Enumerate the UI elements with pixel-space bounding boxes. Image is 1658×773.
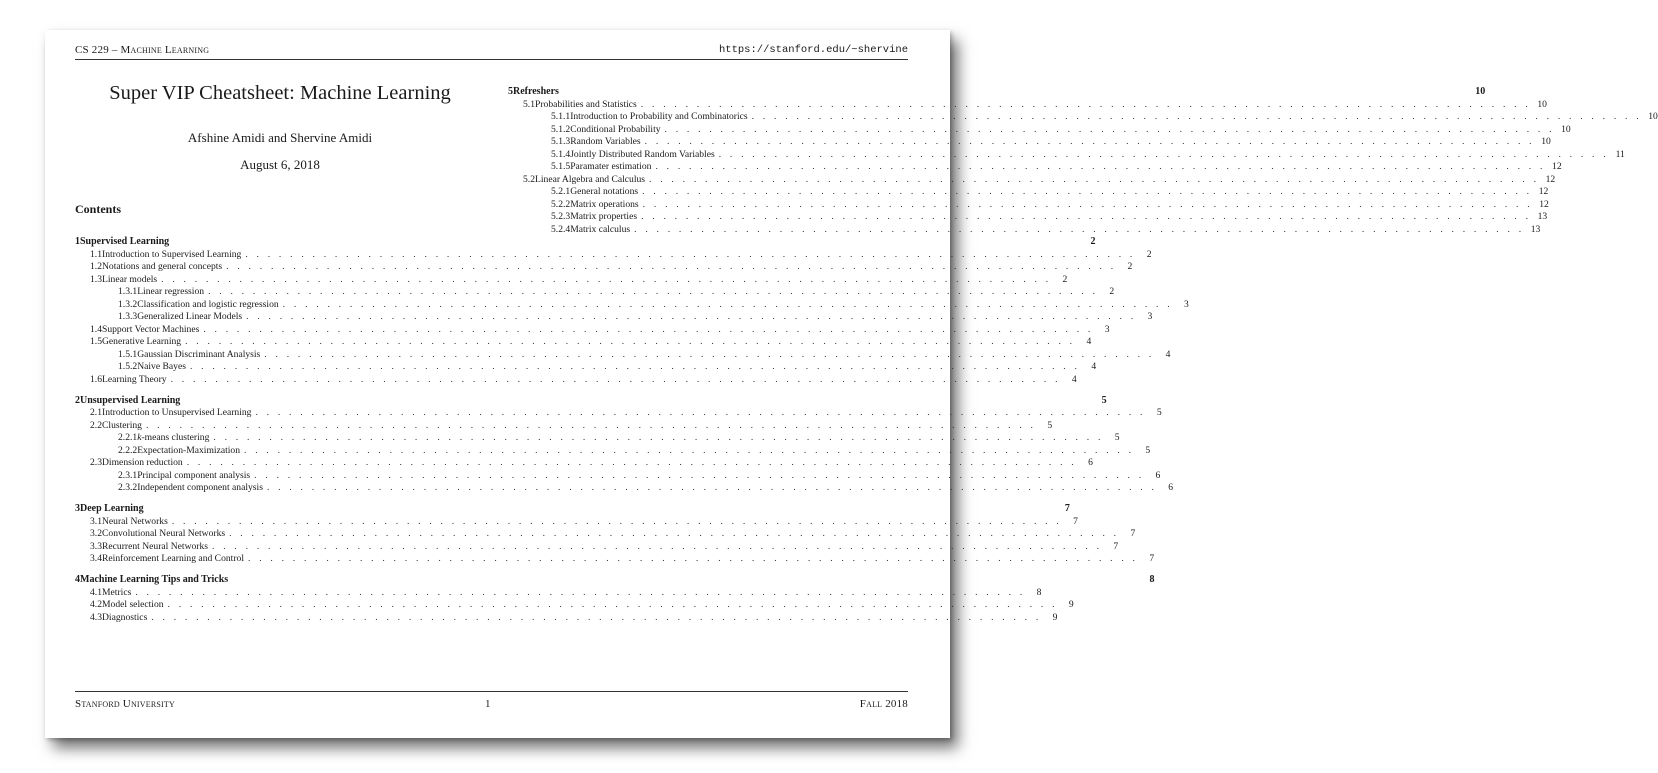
toc-leader-dots: . . . . . . . . . . . . . . . . . . . . . . . . . . . . . . . . . . . . . . . . . . . . . . . . . . . . . . . . . . . . . . . . . . . . . . . . . . . . . . . . [655,161,1546,172]
toc-page: 3 [1147,311,1153,322]
toc-leader-dots: . . . . . . . . . . . . . . . . . . . . . . . . . . . . . . . . . . . . . . . . . . . . . . . . . . . . . . . . . . . . . . . . . . . . . . . . . . . . . . . . [642,198,1533,210]
toc-entry[interactable] [508,98,1547,112]
toc-number: 4.3 [90,611,102,623]
toc-leader-dots: . . . . . . . . . . . . . . . . . . . . . . . . . . . . . . . . . . . . . . . . . . . . . . . . . . . . . . . . . . . . . . . . . . . . . . . . . . . . . . . . [170,373,1061,385]
toc-leader-dots: . . . . . . . . . . . . . . . . . . . . . . . . . . . . . . . . . . . . . . . . . . . . . . . . . . . . . . . . . . . . . . . . . . . . . . . . . . . . . . . . [751,111,1642,122]
toc-number: 1.3.1 [118,286,138,297]
toc-number: 1.6 [90,373,102,385]
toc-leader-dots: . . . . . . . . . . . . . . . . . . . . . . . . . . . . . . . . . . . . . . . . . . . . . . . . . . . . . . . . . . . . . . . . . . . . . . . . . . . . . . . . [644,136,1535,147]
toc-number: 1.5.1 [118,348,138,360]
toc-label: Naive Bayes [137,361,186,372]
toc-label: Matrix properties [570,211,638,222]
toc-number: 5.1.3 [551,136,571,147]
toc-number: 1.4 [90,323,102,335]
toc-number: 5 [508,86,513,97]
toc-number: 5.2.4 [551,223,571,235]
toc-label: Recurrent Neural Networks [102,540,209,552]
toc-number: 1.2 [90,261,102,272]
toc-number: 5.2.2 [551,198,571,210]
toc-number: 1.3.3 [118,311,138,322]
toc-page: 4 [1086,336,1092,347]
toc-number: 5.2.3 [551,211,571,222]
toc-leader-dots: . . . . . . . . . . . . . . . . . . . . . . . . . . . . . . . . . . . . . . . . . . . . . . . . . . . . . . . . . . . . . . . . . . . . . . . . . . . . . . . . [213,432,1104,443]
toc-page: 5 [1145,444,1151,456]
toc-section[interactable] [75,236,1096,249]
toc-entry[interactable] [75,336,1092,349]
header-rule [75,59,908,60]
toc-leader-dots: . . . . . . . . . . . . . . . . . . . . . . . . . . . . . . . . . . . . . . . . . . . . . . . . . . . . . . . . . . . . . . . . . . . . . . . . . . . . . . . . [664,123,1555,135]
toc-label: Clustering [102,419,142,431]
toc-number: 1 [75,236,80,247]
toc-leader-dots: . . . . . . . . . . . . . . . . . . . . . . . . . . . . . . . . . . . . . . . . . . . . . . . . . . . . . . . . . . . . . . . . . . . . . . . . . . . . . . . . [226,261,1117,272]
toc-leader-dots: . . . . . . . . . . . . . . . . . . . . . . . . . . . . . . . . . . . . . . . . . . . . . . . . . . . . . . . . . . . . . . . . . . . . . . . . . . . . . . . . [186,457,1077,468]
toc-entry[interactable] [75,515,1078,529]
toc-page: 3 [1184,298,1189,310]
toc-leader-dots: . . . . . . . . . . . . . . . . . . . . . . . . . . . . . . . . . . . . . . . . . . . . . . . . . . . . . . . . . . . . . . . . . . . . . . . . . . . . . . . . [145,419,1037,431]
toc-label: Random Variables [570,136,641,147]
toc-leader-dots: . . . . . . . . . . . . . . . . . . . . . . . . . . . . . . . . . . . . . . . . . . . . . . . . . . . . . . . . . . . . . . . . . . . . . . . . . . . . . . . . [255,407,1146,418]
toc-entry[interactable] [508,198,1549,212]
toc-leader-dots: . . . . . . . . . . . . . . . . . . . . . . . . . . . . . . . . . . . . . . . . . . . . . . . . . . . . . . . . . . . . . . . . . . . . . . . . . . . . . . . . [642,186,1533,197]
toc-label: Notations and general concepts [102,261,223,272]
toc-leader-dots: . . . . . . . . . . . . . . . . . . . . . . . . . . . . . . . . . . . . . . . . . . . . . . . . . . . . . . . . . . . . . . . . . . . . . . . . . . . . . . . . [135,586,1026,598]
toc-leader-dots: . . . . . . . . . . . . . . . . . . . . . . . . . . . . . . . . . . . . . . . . . . . . . . . . . . . . . . . . . . . . . . . . . . . . . . . . . . . . . . . . [244,444,1135,456]
toc-page: 5 [1156,407,1162,418]
toc-leader-dots: . . . . . . . . . . . . . . . . . . . . . . . . . . . . . . . . . . . . . . . . . . . . . . . . . . . . . . . . . . . . . . . . . . . . . . . . . . . . . . . . [640,98,1531,110]
toc-entry[interactable] [75,469,1161,483]
toc-label: Diagnostics [102,611,148,623]
toc-number: 1.1 [90,248,102,260]
toc-label: General notations [570,186,639,197]
toc-number: 4.1 [90,586,102,598]
toc-page: 9 [1052,611,1058,623]
toc-number: 1.5 [90,336,102,347]
toc-leader-dots: . . . . . . . . . . . . . . . . . . . . . . . . . . . . . . . . . . . . . . . . . . . . . . . . . . . . . . . . . . . . . . . . . . . . . . . . . . . . . . . . [264,348,1155,360]
toc-number: 3 [75,503,80,514]
toc-entry[interactable] [75,444,1151,458]
toc-label: Expectation-Maximization [137,444,241,456]
toc-number: 3.3 [90,540,102,552]
toc-label: Introduction to Probability and Combinatorics [570,111,748,122]
toc-number: 4 [75,574,80,585]
toc-label: Generative Learning [102,336,182,347]
toc-label: Classification and logistic regression [137,298,279,310]
toc-page: 13 [1530,223,1541,235]
toc-leader-dots: . . . . . . . . . . . . . . . . . . . . . . . . . . . . . . . . . . . . . . . . . . . . . . . . . . . . . . . . . . . . . . . . . . . . . . . . . . . . . . . . [171,515,1062,527]
toc-page: 10 [1541,136,1551,147]
toc-page: 10 [1648,111,1658,122]
toc-label: Support Vector Machines [102,323,200,335]
toc-page: 5 [1114,432,1120,443]
toc-number: 5.1 [523,98,535,110]
toc-page: 11 [1615,148,1625,160]
toc-entry[interactable] [75,323,1110,337]
toc-leader-dots: . . . . . . . . . . . . . . . . . . . . . . . . . . . . . . . . . . . . . . . . . . . . . . . . . . . . . . . . . . . . . . . . . . . . . . . . . . . . . . . . [248,553,1139,564]
toc-page: 10 [1561,123,1571,135]
toc-label: Paramater estimation [570,161,652,172]
toc-entry[interactable] [508,123,1571,137]
toc-number: 5.2 [523,173,535,185]
toc-page: 7 [1130,528,1136,539]
toc-leader-dots: . . . . . . . . . . . . . . . . . . . . . . . . . . . . . . . . . . . . . . . . . . . . . . . . . . . . . . . . . . . . . . . . . . . . . . . . . . . . . . . . [229,528,1120,539]
toc-entry[interactable] [508,173,1556,187]
toc-entry[interactable] [508,148,1625,162]
toc-right-column [508,86,1658,236]
toc-page: 2 [1090,236,1096,247]
toc-label: Metrics [102,586,132,598]
toc-label: Refreshers [513,86,559,97]
toc-number: 2.1 [90,407,102,418]
toc-page: 2 [1127,261,1133,272]
toc-label: Dimension reduction [102,457,183,468]
footer-university: Stanford University [75,698,175,710]
toc-number: 5.1.5 [551,161,571,172]
toc-leader-dots: . . . . . . . . . . . . . . . . . . . . . . . . . . . . . . . . . . . . . . . . . . . . . . . . . . . . . . . . . . . . . . . . . . . . . . . . . . . . . . . . [208,286,1099,297]
toc-entry[interactable] [75,361,1097,374]
toc-leader-dots: . . . . . . . . . . . . . . . . . . . . . . . . . . . . . . . . . . . . . . . . . . . . . . . . . . . . . . . . . . . . . . . . . . . . . . . . . . . . . . . . [151,611,1042,623]
toc-label: Linear models [102,273,158,285]
toc-page: 10 [1537,98,1547,110]
toc-label: Jointly Distributed Random Variables [570,148,715,160]
toc-page: 12 [1539,198,1549,210]
toc-label: Principal component analysis [137,469,251,481]
page-title: Super VIP Cheatsheet: Machine Learning [109,82,451,104]
toc-leader-dots: . . . . . . . . . . . . . . . . . . . . . . . . . . . . . . . . . . . . . . . . . . . . . . . . . . . . . . . . . . . . . . . . . . . . . . . . . . . . . . . . [254,469,1145,481]
toc-entry[interactable] [508,111,1658,124]
toc-leader-dots: . . . . . . . . . . . . . . . . . . . . . . . . . . . . . . . . . . . . . . . . . . . . . . . . . . . . . . . . . . . . . . . . . . . . . . . . . . . . . . . . [718,148,1609,160]
toc-entry[interactable] [508,136,1551,149]
header-url[interactable]: https://stanford.edu/~shervine [718,44,908,56]
toc-leader-dots: . . . . . . . . . . . . . . . . . . . . . . . . . . . . . . . . . . . . . . . . . . . . . . . . . . . . . . . . . . . . . . . . . . . . . . . . . . . . . . . . [245,248,1136,260]
toc-number: 5.1.1 [551,111,571,122]
document-page [45,30,1658,738]
toc-number: 1.5.2 [118,361,138,372]
toc-number: 2 [75,394,80,406]
contents-heading: Contents [75,202,122,216]
toc-label: Deep Learning [80,503,144,514]
toc-section[interactable] [75,574,1155,587]
toc-leader-dots: . . . . . . . . . . . . . . . . . . . . . . . . . . . . . . . . . . . . . . . . . . . . . . . . . . . . . . . . . . . . . . . . . . . . . . . . . . . . . . . . [649,173,1540,185]
toc-page: 10 [1475,86,1486,97]
toc-entry[interactable] [75,248,1152,262]
toc-left-column [75,236,1189,624]
toc-entry[interactable] [508,223,1541,237]
toc-number: 1.3 [90,273,102,285]
toc-number: 4.2 [90,599,102,610]
toc-entry[interactable] [75,298,1189,312]
toc-leader-dots: . . . . . . . . . . . . . . . . . . . . . . . . . . . . . . . . . . . . . . . . . . . . . . . . . . . . . . . . . . . . . . . . . . . . . . . . . . . . . . . . [161,273,1052,285]
toc-page: 7 [1064,503,1070,514]
header-course: CS 229 – Machine Learning [75,44,210,56]
toc-page: 12 [1552,161,1562,172]
toc-page: 13 [1537,211,1548,222]
toc-leader-dots: . . . . . . . . . . . . . . . . . . . . . . . . . . . . . . . . . . . . . . . . . . . . . . . . . . . . . . . . . . . . . . . . . . . . . . . . . . . . . . . . [203,323,1094,335]
toc-page: 6 [1088,457,1093,468]
toc-number: 3.2 [90,528,102,539]
toc-leader-dots: . . . . . . . . . . . . . . . . . . . . . . . . . . . . . . . . . . . . . . . . . . . . . . . . . . . . . . . . . . . . . . . . . . . . . . . . . . . . . . . . [246,311,1137,322]
footer-rule [75,691,908,692]
toc-page: 6 [1168,482,1174,493]
toc-page: 7 [1113,540,1119,552]
toc-entry[interactable] [75,286,1115,299]
toc-entry[interactable] [75,348,1171,362]
toc-leader-dots: . . . . . . . . . . . . . . . . . . . . . . . . . . . . . . . . . . . . . . . . . . . . . . . . . . . . . . . . . . . . . . . . . . . . . . . . . . . . . . . . [212,540,1103,552]
toc-page: 12 [1545,173,1556,185]
toc-label: Neural Networks [102,515,168,527]
toc-leader-dots: . . . . . . . . . . . . . . . . . . . . . . . . . . . . . . . . . . . . . . . . . . . . . . . . . . . . . . . . . . . . . . . . . . . . . . . . . . . . . . . . [282,298,1173,310]
toc-leader-dots: . . . . . . . . . . . . . . . . . . . . . . . . . . . . . . . . . . . . . . . . . . . . . . . . . . . . . . . . . . . . . . . . . . . . . . . . . . . . . . . . [634,223,1525,235]
toc-page: 5 [1047,419,1053,431]
toc-label: Matrix operations [570,198,639,210]
toc-number: 2.2.2 [118,444,138,456]
toc-entry[interactable] [75,419,1053,433]
toc-section[interactable] [75,394,1107,408]
toc-label: Supervised Learning [80,236,170,247]
toc-number: 5.1.4 [551,148,571,160]
toc-entry[interactable] [75,528,1136,541]
toc-label: Introduction to Supervised Learning [102,248,242,260]
toc-page: 2 [1146,248,1152,260]
toc-entry[interactable] [75,273,1068,287]
toc-label: Conditional Probability [570,123,661,135]
toc-page: 3 [1104,323,1110,335]
toc-page: 7 [1073,515,1078,527]
date: August 6, 2018 [240,157,320,172]
toc-page: 8 [1036,586,1042,598]
toc-section[interactable] [508,86,1486,99]
toc-label: Model selection [102,599,164,610]
toc-entry[interactable] [75,407,1162,420]
toc-number: 1.3.2 [118,298,138,310]
toc-entry[interactable] [75,599,1074,612]
toc-label: k-means clustering [137,432,210,443]
toc-leader-dots: . . . . . . . . . . . . . . . . . . . . . . . . . . . . . . . . . . . . . . . . . . . . . . . . . . . . . . . . . . . . . . . . . . . . . . . . . . . . . . . . [167,599,1058,610]
toc-page: 6 [1155,469,1161,481]
authors-text: Afshine Amidi and Shervine Amidi [187,130,373,145]
toc-leader-dots: . . . . . . . . . . . . . . . . . . . . . . . . . . . . . . . . . . . . . . . . . . . . . . . . . . . . . . . . . . . . . . . . . . . . . . . . . . . . . . . . [189,361,1081,372]
toc-entry[interactable] [75,311,1153,324]
toc-label: Linear regression [137,286,205,297]
toc-number: 2.3.1 [118,469,138,481]
toc-number: 5.2.1 [551,186,571,197]
toc-page: 9 [1068,599,1074,610]
toc-label: Generalized Linear Models [137,311,243,322]
toc-label: Machine Learning Tips and Tricks [80,574,229,585]
toc-page: 4 [1071,373,1077,385]
toc-label: Learning Theory [102,373,167,385]
toc-page: 8 [1149,574,1155,585]
toc-number: 5.1.2 [551,123,571,135]
toc-page: 2 [1062,273,1068,285]
toc-number: 2.2.1 [118,432,138,443]
toc-entry[interactable] [75,432,1120,445]
toc-page: 4 [1091,361,1097,372]
toc-label: Introduction to Unsupervised Learning [102,407,252,418]
toc-entry[interactable] [75,586,1042,600]
toc-number: 3.1 [90,515,102,527]
toc-label: Unsupervised Learning [80,394,181,406]
toc-label: Gaussian Discriminant Analysis [137,348,261,360]
toc-page: 4 [1165,348,1171,360]
toc-number: 2.3 [90,457,102,468]
toc-label: Independent component analysis [137,482,263,493]
toc-page: 12 [1538,186,1549,197]
toc-label: Convolutional Neural Networks [102,528,226,539]
toc-leader-dots: . . . . . . . . . . . . . . . . . . . . . . . . . . . . . . . . . . . . . . . . . . . . . . . . . . . . . . . . . . . . . . . . . . . . . . . . . . . . . . . . [641,211,1532,222]
toc-entry[interactable] [75,482,1174,495]
toc-entry[interactable] [508,211,1548,224]
toc-number: 2.3.2 [118,482,138,493]
toc-entry[interactable] [75,553,1155,566]
toc-number: 3.4 [90,553,102,564]
toc-label: Probabilities and Statistics [535,98,637,110]
toc-page: 7 [1149,553,1155,564]
toc-entry[interactable] [75,457,1093,470]
toc-leader-dots: . . . . . . . . . . . . . . . . . . . . . . . . . . . . . . . . . . . . . . . . . . . . . . . . . . . . . . . . . . . . . . . . . . . . . . . . . . . . . . . . [266,482,1158,493]
toc-number: 2.2 [90,419,102,431]
page-number: 1 [485,698,491,710]
toc-entry[interactable] [508,161,1562,174]
toc-section[interactable] [75,503,1070,516]
toc-label: Reinforcement Learning and Control [102,553,244,564]
toc-label: Matrix calculus [570,223,631,235]
toc-entry[interactable] [75,540,1119,554]
toc-entry[interactable] [75,261,1133,274]
toc-entry[interactable] [508,186,1549,199]
authors [75,130,485,146]
footer-term: Fall 2018 [859,698,908,710]
toc-entry[interactable] [75,611,1058,625]
toc-page: 5 [1101,394,1107,406]
toc-page: 2 [1109,286,1115,297]
toc-entry[interactable] [75,373,1077,387]
toc-leader-dots: . . . . . . . . . . . . . . . . . . . . . . . . . . . . . . . . . . . . . . . . . . . . . . . . . . . . . . . . . . . . . . . . . . . . . . . . . . . . . . . . [185,336,1076,347]
toc-label: Linear Algebra and Calculus [535,173,646,185]
